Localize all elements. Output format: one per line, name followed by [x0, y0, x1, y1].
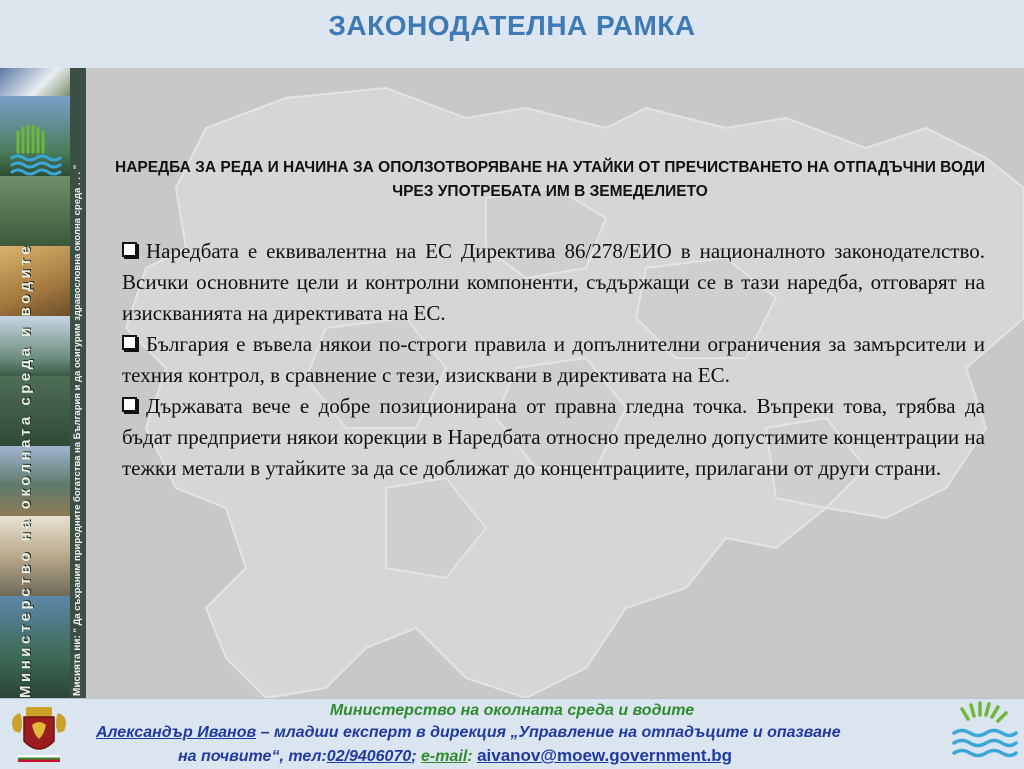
bullet-text: Държавата вече е добре позиционирана от правна гледна точка. Въпреки това, трябва да бъдат предприети някои корекции в Наредбата относно пределно допустимите концентрации на тежки метали в утайките за да се доближат до концентрациите, прилагани от други страни.: [122, 394, 985, 480]
footer-contact-line-2: [178, 746, 732, 766]
photo-flower-closeup: [0, 516, 70, 596]
email-label: e-mail: [421, 748, 468, 765]
bullet-text: България е въвела някои по-строги правила и допълнителни ограничения за замърсители и техния контрол, в сравнение с тези, изисквани в директивата на ЕС.: [122, 332, 985, 387]
photo-child: [0, 246, 70, 316]
footer-bar: [0, 698, 1024, 769]
bullet-item: [122, 236, 985, 329]
author-name: Александър Иванов: [96, 724, 257, 741]
bullet-list: [122, 236, 985, 484]
photo-river: [0, 596, 70, 698]
ministry-logo-icon: [4, 122, 64, 182]
left-sidebar: [0, 68, 86, 698]
separator: ;: [411, 748, 422, 765]
phone-number: 02/9406070: [326, 748, 412, 765]
photo-mountains: [0, 316, 70, 376]
bullet-item: [122, 391, 985, 484]
motto-vertical-text: [72, 76, 83, 696]
checkbox-bullet-icon: [122, 242, 137, 257]
checkbox-bullet-icon: [122, 335, 137, 350]
photo-strip: [0, 68, 70, 698]
ministry-vertical-text: Министерство на околната среда и водите: [17, 242, 34, 698]
footer-contact-line-1: [96, 724, 841, 742]
email-link[interactable]: aivanov@moew.government.bg: [477, 746, 733, 765]
motto-text: " Да съхраним природните богатства на България и да осигурим здравословна околна среда . . . ": [72, 164, 83, 633]
footer-ministry: Министерство на околната среда и водите: [329, 702, 695, 719]
photo-forest: [0, 176, 70, 246]
bullet-text: Наредбата е еквивалентна на ЕС Директива 86/278/ЕИО в националното законодателство. Всички основните цели и контролни компоненти, съдържащи се в тази наредба, отговарят на изискванията на директивата на ЕС.: [122, 239, 985, 325]
colon: :: [467, 748, 478, 765]
author-role-cont: на почвите“, тел:: [178, 748, 327, 765]
photo-valley: [0, 376, 70, 446]
motto-label: Мисията ни:: [72, 635, 83, 696]
photo-flowers: [0, 68, 70, 96]
document-title: НАРЕДБА ЗА РЕДА И НАЧИНА ЗА ОПОЛЗОТВОРЯВАНЕ НА УТАЙКИ ОТ ПРЕЧИСТВАНЕТО НА ОТПАДЪЧНИ ВОДИ ЧРЕЗ УПОТРЕБАТА ИМ В ЗЕМЕДЕЛИЕТО: [115, 159, 985, 200]
ministry-logo-icon: [948, 701, 1020, 767]
author-role: – младши експерт в дирекция „Управление на отпадъците и опазване: [256, 724, 841, 741]
checkbox-bullet-icon: [122, 397, 137, 412]
photo-hills: [0, 446, 70, 516]
page-title: ЗАКОНОДАТЕЛНА РАМКА: [328, 10, 696, 41]
header-bar: [0, 0, 1024, 69]
bullet-item: [122, 329, 985, 391]
